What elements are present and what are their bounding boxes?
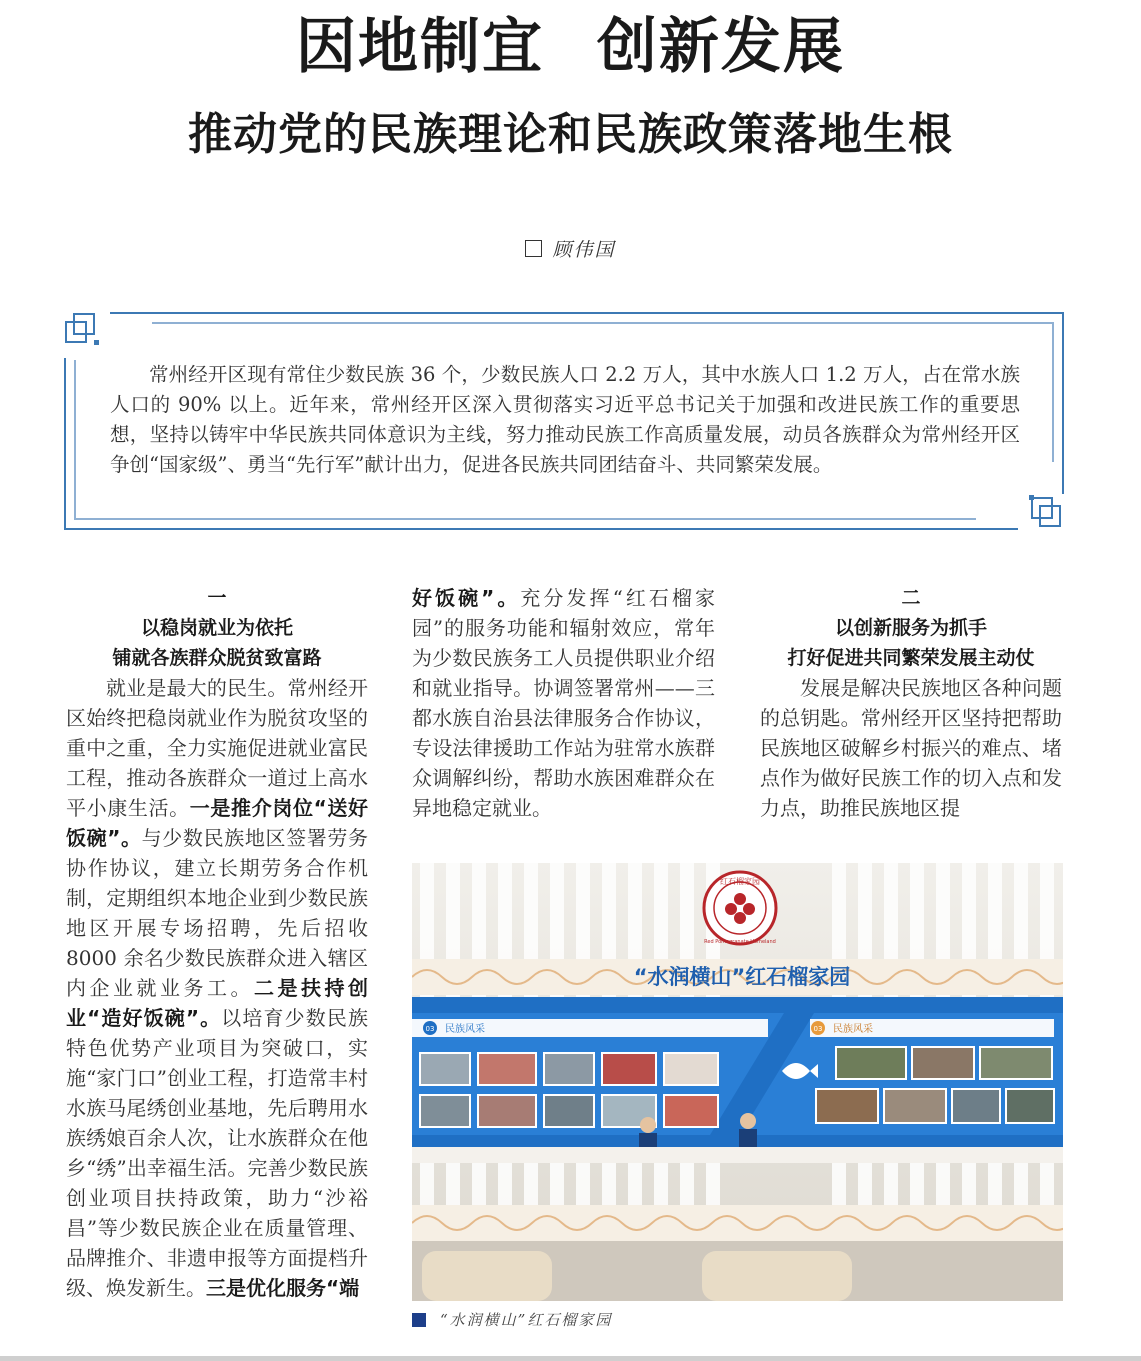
column-3 bbox=[760, 583, 1062, 823]
section-1-body bbox=[66, 673, 368, 1303]
bold-lead: 一是推介岗位“送好饭碗”。 bbox=[66, 796, 368, 850]
section-1-heading-2: 铺就各族群众脱贫致富路 bbox=[112, 647, 322, 669]
corner-squares-icon bbox=[1028, 494, 1064, 530]
column-2 bbox=[412, 583, 715, 823]
section-1-number: 一 bbox=[207, 587, 227, 609]
page-subtitle: 推动党的民族理论和民族政策落地生根 bbox=[188, 109, 953, 160]
caption-text: “水润横山”红石榴家园 bbox=[440, 1311, 613, 1329]
square-bullet-icon bbox=[525, 240, 542, 257]
panel-badge-right: 03 bbox=[813, 1025, 823, 1033]
body-text: 就业是最大的民生。常州经开区始终把稳岗就业作为脱贫攻坚的重中之重，全力实施促进就业富民工程，推动各族群众一道过上高水平小康生活。 bbox=[66, 676, 368, 820]
author-name: 顾伟国 bbox=[552, 239, 616, 261]
photo-illustration bbox=[412, 863, 1063, 1301]
panel-badge-left: 03 bbox=[425, 1025, 435, 1033]
bold-lead: 二是扶持创业“造好饭碗”。 bbox=[66, 976, 368, 1030]
photo-red-pomegranate-homeland bbox=[412, 863, 1063, 1301]
section-1-heading-1: 以稳岗就业为依托 bbox=[140, 617, 293, 639]
logo-english-text: Red Pomegranate Homeland bbox=[704, 939, 776, 945]
bold-lead: 好饭碗”。 bbox=[412, 586, 521, 610]
body-text: 与少数民族地区签署劳务协作协议，建立长期劳务合作机制，定期组织本地企业到少数民族地区开展专场招聘，先后招收 8000 余名少数民族群众进入辖区内企业就业务工。 bbox=[66, 826, 368, 1000]
abstract-text: 常州经开区现有常住少数民族 36 个，少数民族人口 2.2 万人，其中水族人口 1.2 万人，占在常水族人口的 90% 以上。近年来，常州经开区深入贯彻落实习近平总书记关于加强和改进民族工作的重要思想，坚持以铸牢中华民族共同体意识为主线，努力推动民族工作高质量发展，动员各族群众为常州经开区争创“国家级”、勇当“先行军”献计出力，促进各民族共同团结奋斗、共同繁荣发展。 bbox=[110, 363, 1020, 476]
column-1 bbox=[66, 583, 368, 1303]
column-2-body bbox=[412, 583, 715, 823]
page-title: 因地制宜 创新发展 bbox=[296, 12, 845, 82]
photo-caption bbox=[412, 1309, 612, 1330]
bold-lead: 三是优化服务“端 bbox=[206, 1276, 360, 1300]
section-2-heading-2: 打好促进共同繁荣发展主动仗 bbox=[787, 647, 1035, 669]
byline bbox=[0, 235, 1141, 262]
logo-text: 红石榴家园 bbox=[720, 877, 760, 886]
sign-text: “水润横山”红石榴家园 bbox=[633, 965, 851, 989]
body-text: 充分发挥“红石榴家园”的服务功能和辐射效应，常年为少数民族务工人员提供职业介绍和就业指导。协调签署常州——三都水族自治县法律服务合作协议，专设法律援助工作站为驻常水族群众调解纠纷，帮助水族困难群众在异地稳定就业。 bbox=[412, 586, 715, 820]
panel-title-left: 民族风采 bbox=[445, 1024, 485, 1035]
caption-marker-icon bbox=[412, 1313, 426, 1327]
page-bottom-rule bbox=[0, 1356, 1141, 1361]
body-text: 以培育少数民族特色优势产业项目为突破口，实施“家门口”创业工程，打造常丰村水族马尾绣创业基地，先后聘用水族绣娘百余人次，让水族群众在他乡“绣”出幸福生活。完善少数民族创业项目扶持政策，助力“沙裕昌”等少数民族企业在质量管理、品牌推介、非遗申报等方面提档升级、焕发新生。 bbox=[66, 1006, 368, 1300]
section-2-body: 发展是解决民族地区各种问题的总钥匙。常州经开区坚持把帮助民族地区破解乡村振兴的难点、堵点作为做好民族工作的切入点和发力点，助推民族地区提 bbox=[760, 676, 1062, 820]
section-2-heading-1: 以创新服务为抓手 bbox=[834, 617, 987, 639]
panel-title-right: 民族风采 bbox=[833, 1024, 873, 1035]
corner-squares-icon bbox=[64, 312, 100, 348]
section-2-number: 二 bbox=[901, 587, 921, 609]
